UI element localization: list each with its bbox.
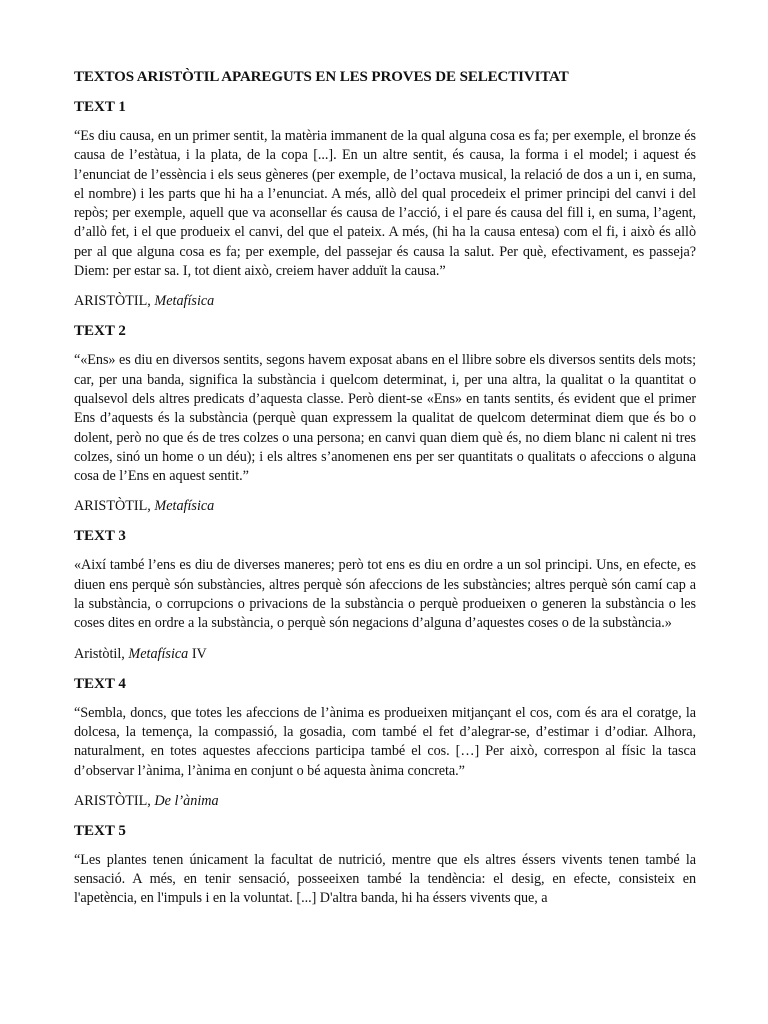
text-heading: TEXT 3 [74,528,126,545]
text-quote: “«Ens» es diu en diversos sentits, segons havem exposat abans en el llibre sobre els diversos sentits dels mots; car, per una banda, significa la substància i quelcom determinat, i, per una altra, la qualitat o la quantitat o qualsevol dels altres predicats d’aquesta classe. Però dient-se «Ens» en tants sentits, és evident que el primer Ens d’aquests és la substància (perquè quan expressem la qualitat de quelcom determinat diem que és bo o dolent, però no que és de tres colzes o una persona; en canvi quan diem què és, no diem blanc ni calent ni tres colzes, sinó un home o un déu); i els altres s’anomenen ens per ser quantitats o qualitats o afeccions o alguna cosa de l’Ens en aquest sentit.” [74,352,696,485]
text-citation [74,292,696,311]
text-section-3 [74,527,696,663]
citation-work: Metafísica [128,645,189,662]
text-citation [74,497,696,516]
citation-author: ARISTÒTIL, [74,293,155,310]
citation-author: ARISTÒTIL, [74,792,155,809]
text-quote: «Així també l’ens es diu de diverses maneres; però tot ens es diu en ordre a un sol principi. Uns, en efecte, es diuen ens perquè són substàncies, altres perquè són afeccions de les substàncies; altres perquè són camí cap a la substància, o corrupcions o privacions de la substància o perquè produeixen o generen la substància o les coses dites en ordre a la substància, o perquè són negacions d’alguna d’aquestes coses o de la substància.» [74,557,696,632]
text-quote: “Les plantes tenen únicament la facultat de nutrició, mentre que els altres éssers vivents tenen també la sensació. A més, en tenir sensació, posseeixen també la tendència: el desig, en efecte, consisteix en l'apetència, en l'impuls i en la voluntat. [...] D'altra banda, hi ha éssers vivents que, a [74,851,696,907]
text-heading: TEXT 5 [74,822,126,839]
text-section-2 [74,322,696,516]
text-section-1 [74,98,696,311]
citation-author: Aristòtil, [74,645,129,662]
text-quote: “Es diu causa, en un primer sentit, la matèria immanent de la qual alguna cosa es fa; per exemple, el bronze és causa de l’estàtua, i la plata, de la copa [...]. En un altre sentit, és causa, la forma i el model; i aquest és l’enunciat de l’essència i els seus gèneres (per exemple, de l’octava musical, la relació de dos a un i, en suma, el nombre) i les parts que hi ha a l’enunciat. A més, allò del qual procedeix el primer principi del canvi i del repòs; per exemple, aquell que va aconsellar és causa de l’acció, i el pare és causa del fill i, en suma, l’agent, d’allò fet, i el que produeix el canvi, del que el pateix. A més, (hi ha la causa entesa) com el fi, i això és allò per al que alguna cosa es fa; per exemple, del passejar és causa la salut. Per què, efectivament, es passeja? Diem: per estar sa. I, tot dient això, creiem haver adduït la causa.” [74,128,696,280]
document-page [74,68,696,920]
citation-work: Metafísica [154,293,215,310]
citation-work: De l’ànima [154,792,219,809]
citation-author: ARISTÒTIL, [74,498,155,515]
text-citation [74,645,696,664]
text-quote: “Sembla, doncs, que totes les afeccions de l’ànima es produeixen mitjançant el cos, com és ara el coratge, la dolcesa, la temença, la compassió, la gosadia, com també el fet d’alegrar-se, d’estimar i d’odiar. Alhora, naturalment, en totes aquestes afeccions participa també el cos. […] Per això, correspon al físic la tasca d’observar l’ànima, l’ànima en conjunt o bé aquesta ànima concreta.” [74,704,696,779]
text-section-4 [74,675,696,811]
text-heading: TEXT 2 [74,323,126,340]
citation-work: Metafísica [154,498,215,515]
citation-work-suffix: IV [188,645,207,662]
text-heading: TEXT 1 [74,99,126,115]
document-title: TEXTOS ARISTÒTIL APAREGUTS EN LES PROVES DE SELECTIVITAT [74,69,569,85]
text-heading: TEXT 4 [74,675,126,692]
text-section-5 [74,822,696,909]
text-citation [74,792,696,811]
